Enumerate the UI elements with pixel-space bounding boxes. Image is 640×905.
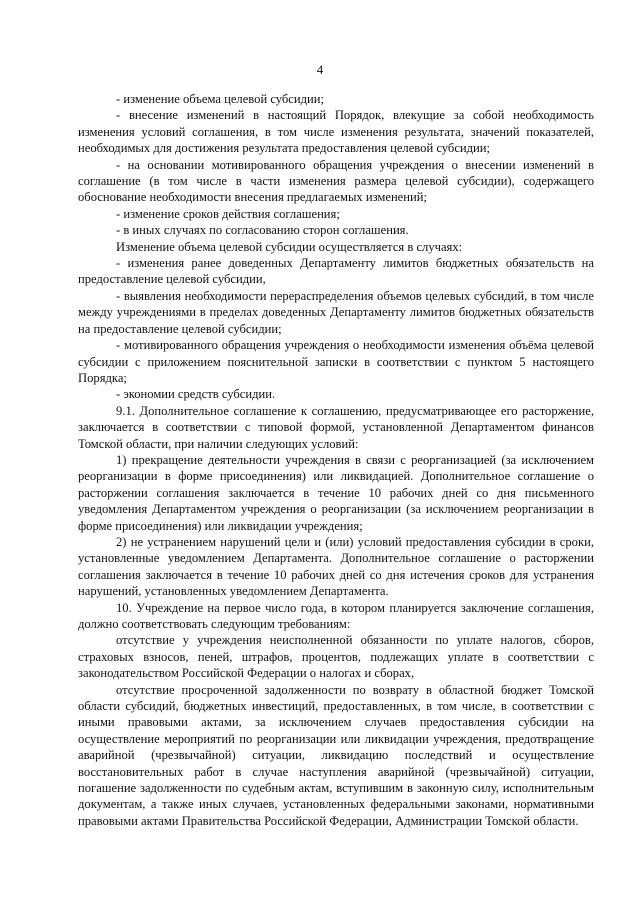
- paragraph: Изменение объема целевой субсидии осуществляется в случаях:: [116, 239, 463, 254]
- paragraph: 1) прекращение деятельности учреждения в связи с реорганизацией (за исключением реорганизации в форме присоединения) или ликвидацией. Дополнительное соглашение о расторжении соглашения заключается в течение 10 рабочих дней со дня письменного уведомления Департаментом учреждения о реорганизации (за исключением реорганизации в форме присоединения) или ликвидации учреждения;: [78, 452, 594, 533]
- paragraph: - на основании мотивированного обращения учреждения о внесении изменений в соглашение (в том числе в части изменения размера целевой субсидии), содержащего обоснование необходимости внесения предлагаемых изменений;: [78, 157, 594, 205]
- paragraph: отсутствие просроченной задолженности по возврату в областной бюджет Томской области субсидий, бюджетных инвестиций, предоставленных, в том числе, в соответствии с иными правовыми актами, за исключением случаев предоставления субсидии на осуществление мероприятий по реорганизации или ликвидации учреждения, предотвращение аварийной (чрезвычайной) ситуации, ликвидацию последствий и осуществление восстановительных работ в случае наступления аварийной (чрезвычайной) ситуации, погашение задолженности по судебным актам, вступившим в законную силу, исполнительным документам, а также иных случаев, установленных федеральными законами, нормативными правовыми актами Правительства Российской Федерации, Администрации Томской области.: [78, 682, 594, 828]
- paragraph: - внесение изменений в настоящий Порядок, влекущие за собой необходимость изменения условий соглашения, в том числе изменения результата, значений показателей, необходимых для достижения результата предоставления целевой субсидии;: [78, 108, 594, 156]
- document-body: [78, 91, 594, 829]
- paragraph: 2) не устранением нарушений цели и (или) условий предоставления субсидии в сроки, установленные уведомлением Департамента. Дополнительное соглашение о расторжении соглашения заключается в течение 10 рабочих дней со дня истечения сроков для устранения нарушений, установленных уведомлением Департамента.: [78, 534, 594, 599]
- paragraph: отсутствие у учреждения неисполненной обязанности по уплате налогов, сборов, страховых взносов, пеней, штрафов, процентов, подлежащих уплате в соответствии с законодательством Российской Федерации о налогах и сборах,: [78, 633, 594, 681]
- paragraph: - изменение сроков действия соглашения;: [116, 206, 340, 221]
- page-number: 4: [316, 62, 324, 77]
- paragraph: - экономии средств субсидии.: [116, 387, 276, 402]
- paragraph: - изменение объема целевой субсидии;: [116, 92, 325, 106]
- paragraph: - в иных случаях по согласованию сторон соглашения.: [116, 223, 409, 238]
- paragraph: 9.1. Дополнительное соглашение к соглашению, предусматривающее его расторжение, заключается в соответствии с типовой формой, установленной Департаментом финансов Томской области, при наличии следующих условий:: [78, 403, 594, 451]
- paragraph: - изменения ранее доведенных Департаменту лимитов бюджетных обязательств на предоставление целевой субсидии,: [78, 256, 594, 287]
- paragraph: - мотивированного обращения учреждения о необходимости изменения объёма целевой субсидии с приложением пояснительной записки в соответствии с пунктом 5 настоящего Порядка;: [78, 338, 594, 385]
- paragraph: 10. Учреждение на первое число года, в котором планируется заключение соглашения, должно соответствовать следующим требованиям:: [78, 600, 594, 631]
- paragraph: - выявления необходимости перераспределения объемов целевых субсидий, в том числе между учреждениями в пределах доведенных Департаменту лимитов бюджетных обязательств на предоставление целевой субсидии;: [78, 288, 594, 336]
